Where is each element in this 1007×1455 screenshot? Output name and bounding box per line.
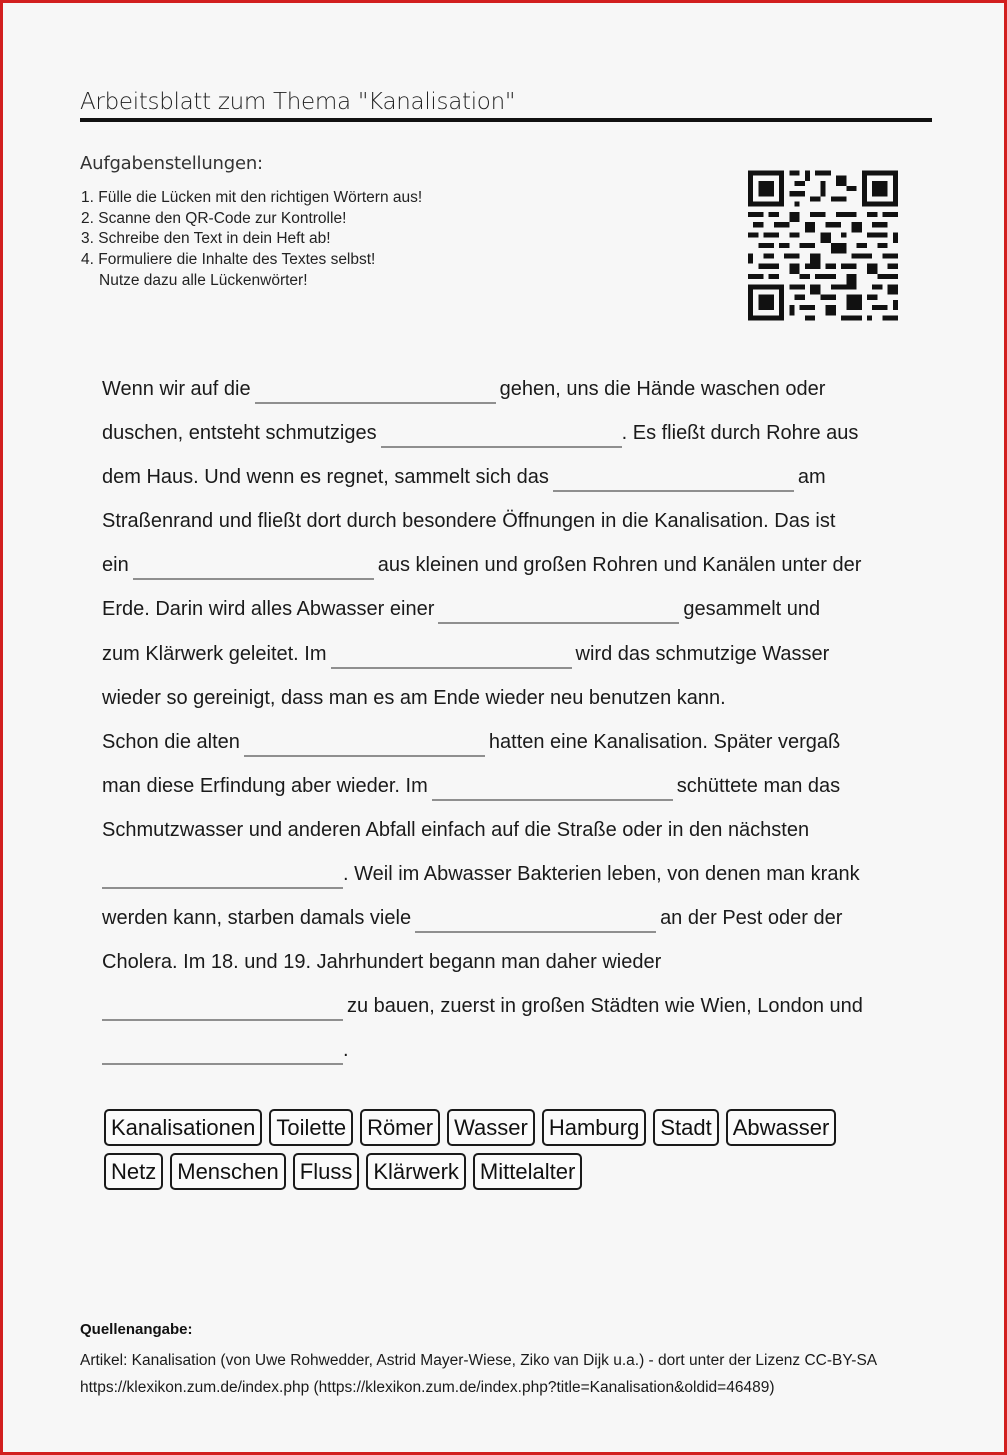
word-chip[interactable]: Mittelalter [473, 1153, 582, 1190]
text-segment: Schmutzwasser und anderen Abfall einfach auf die Straße oder in den nächsten [102, 818, 810, 841]
text-segment: am [797, 466, 826, 489]
cloze-line [102, 367, 922, 411]
text-segment: Erde. Darin wird alles Abwasser einer [102, 598, 435, 621]
word-chip[interactable]: Toilette [269, 1109, 353, 1146]
cloze-line [102, 808, 922, 852]
text-segment: schüttete man das [676, 774, 841, 797]
text-segment: ein [102, 554, 129, 577]
source-link[interactable]: https://klexikon.zum.de/index.php (https://klexikon.zum.de/index.php?title=Kanalisation&oldid=46489) [80, 1379, 775, 1396]
cloze-line [102, 676, 922, 720]
word-chip[interactable]: Menschen [170, 1153, 286, 1190]
blank-field[interactable] [415, 909, 656, 933]
text-segment: gesammelt und [683, 598, 821, 621]
blank-field[interactable] [133, 556, 374, 580]
text-segment: zum Klärwerk geleitet. Im [102, 642, 327, 665]
word-bank-row [104, 1153, 904, 1190]
text-segment: dem Haus. Und wenn es regnet, sammelt sich das [102, 466, 549, 489]
word-chip[interactable]: Klärwerk [366, 1153, 466, 1190]
cloze-line [102, 543, 922, 587]
text-segment: duschen, entsteht schmutziges [102, 422, 377, 445]
blank-field[interactable] [553, 468, 794, 492]
blank-field[interactable] [102, 865, 343, 889]
word-chip[interactable]: Kanalisationen [104, 1109, 262, 1146]
text-segment: wird das schmutzige Wasser [575, 642, 830, 665]
word-chip[interactable]: Hamburg [542, 1109, 646, 1146]
blank-field[interactable] [432, 777, 673, 801]
page-title: Arbeitsblatt zum Thema "Kanalisation" [80, 89, 516, 115]
cloze-text [102, 367, 922, 1073]
blank-field[interactable] [331, 645, 572, 669]
text-segment: . Weil im Abwasser Bakterien leben, von denen man krank [343, 863, 860, 886]
blank-field[interactable] [102, 1041, 343, 1065]
cloze-line [102, 499, 922, 543]
blank-field[interactable] [255, 380, 496, 404]
word-chip[interactable]: Wasser [447, 1109, 535, 1146]
cloze-line [102, 852, 922, 896]
word-bank-row [104, 1109, 904, 1146]
text-segment: gehen, uns die Hände waschen oder [499, 378, 826, 400]
task-item: Nutze dazu alle Lückenwörter! [99, 271, 308, 289]
text-segment: Straßenrand und fließt dort durch besondere Öffnungen in die Kanalisation. Das ist [102, 510, 836, 533]
blank-field[interactable] [381, 424, 622, 448]
blank-field[interactable] [102, 997, 343, 1021]
text-segment: . Es fließt durch Rohre aus [621, 422, 859, 445]
cloze-line [102, 764, 922, 808]
word-chip[interactable]: Abwasser [726, 1109, 837, 1146]
task-list [81, 188, 422, 292]
blank-field[interactable] [438, 600, 679, 624]
cloze-line [102, 984, 922, 1028]
source-heading: Quellenangabe: [80, 1321, 193, 1338]
source-text [80, 1347, 877, 1401]
text-segment: Cholera. Im 18. und 19. Jahrhundert begann man daher wieder [102, 951, 662, 974]
qr-code-icon [748, 169, 898, 322]
title-divider [80, 118, 932, 122]
text-segment: Wenn wir auf die [102, 378, 251, 400]
word-chip[interactable]: Stadt [653, 1109, 718, 1146]
cloze-line [102, 455, 922, 499]
text-segment: werden kann, starben damals viele [102, 907, 412, 930]
cloze-line [102, 940, 922, 984]
tasks-heading: Aufgabenstellungen: [80, 153, 263, 174]
text-segment: aus kleinen und großen Rohren und Kanälen unter der [377, 554, 862, 577]
text-segment: hatten eine Kanalisation. Später vergaß [488, 730, 841, 753]
cloze-line [102, 720, 922, 764]
word-bank [104, 1109, 904, 1197]
cloze-line [102, 632, 922, 676]
text-segment: wieder so gereinigt, dass man es am Ende wieder neu benutzen kann. [102, 686, 726, 709]
text-segment: zu bauen, zuerst in großen Städten wie Wien, London und [347, 995, 863, 1018]
word-chip[interactable]: Römer [360, 1109, 440, 1146]
text-segment: Schon die alten [102, 730, 240, 753]
text-segment: man diese Erfindung aber wieder. Im [102, 774, 428, 797]
cloze-line [102, 1028, 922, 1072]
source-line: Artikel: Kanalisation (von Uwe Rohwedder, Astrid Mayer-Wiese, Ziko van Dijk u.a.) - dort unter der Lizenz CC-BY-SA [80, 1352, 878, 1369]
text-segment: . [343, 1039, 349, 1062]
task-item: 1. Fülle die Lücken mit den richtigen Wörtern aus! [81, 189, 423, 206]
task-item: 4. Formuliere die Inhalte des Textes selbst! [81, 251, 376, 269]
task-item: 3. Schreibe den Text in dein Heft ab! [81, 230, 331, 248]
cloze-line [102, 896, 922, 940]
task-item: 2. Scanne den QR-Code zur Kontrolle! [81, 209, 347, 227]
word-chip[interactable]: Fluss [293, 1153, 360, 1190]
cloze-line [102, 587, 922, 631]
text-segment: an der Pest oder der [660, 907, 843, 930]
word-chip[interactable]: Netz [104, 1153, 163, 1190]
blank-field[interactable] [244, 733, 485, 757]
cloze-line [102, 411, 922, 455]
